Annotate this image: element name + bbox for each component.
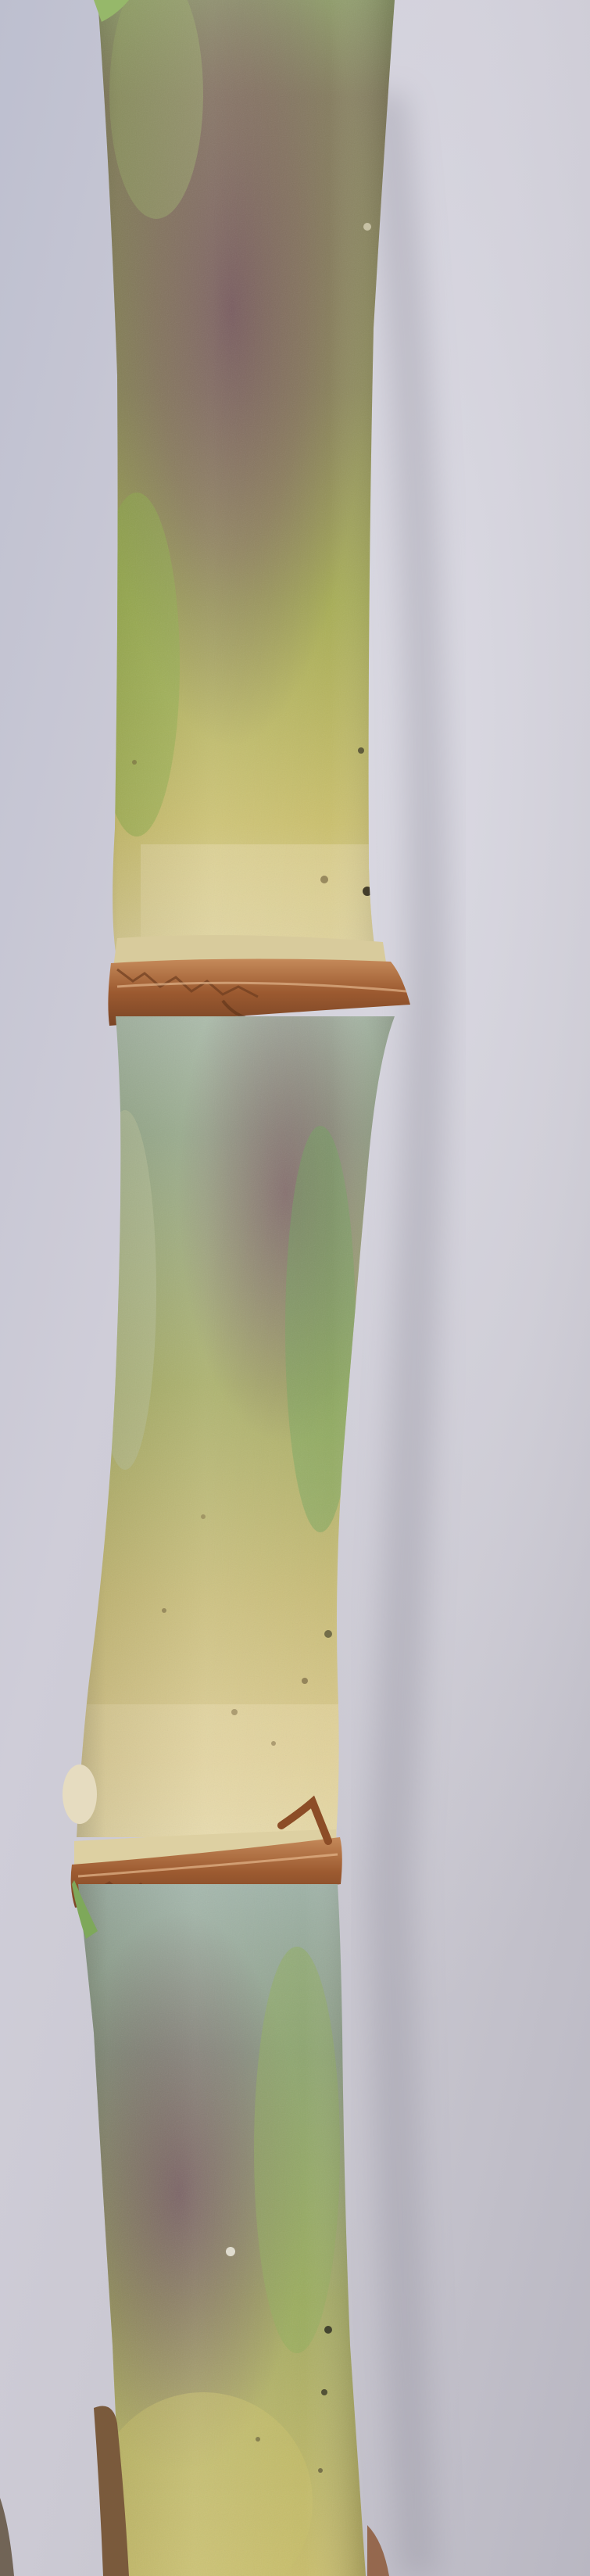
- stalk-segment-top: [78, 0, 414, 969]
- leaf-scar: [63, 1765, 97, 1824]
